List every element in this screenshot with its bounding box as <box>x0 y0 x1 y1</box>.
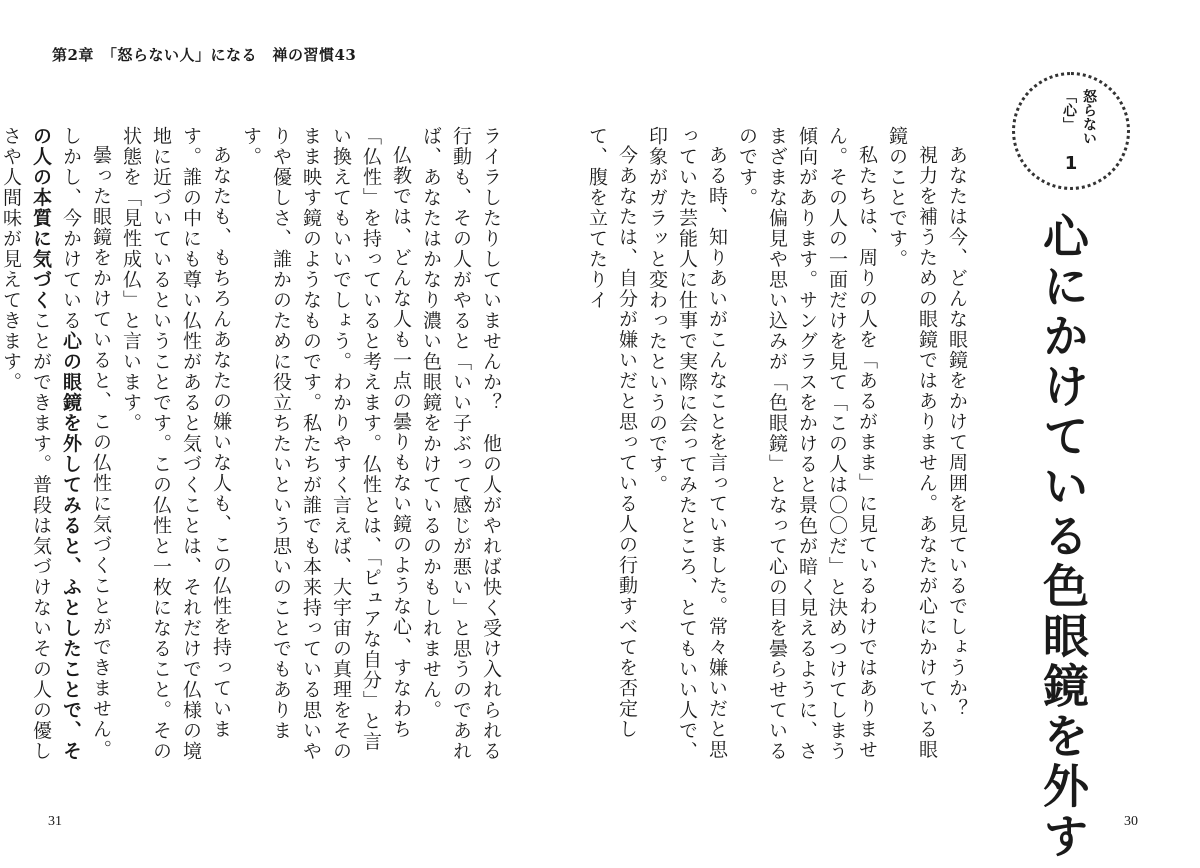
paragraph: あなたも、もちろんあなたの嫌いな人も、この仏性を持っています。誰の中にも尊い仏性があると気づくことは、それだけで仏様の境地に近づいているということです。この仏性と一枚になること。その状態を「見性成仏」と言います。 <box>120 126 232 762</box>
emphasis-text: 心の眼鏡を外してみると、ふとしたことで、その人の本質に気づく <box>30 126 82 762</box>
paragraph-text: ことができます。普段は気づけないその人の優しさや人間味が見えてきます。 <box>0 126 52 762</box>
paragraph: 仏教では、どんな人も一点の曇りもない鏡のような心、すなわち「仏性」を持っていると考えます。仏性とは、「ピュアな自分」と言い換えてもいいでしょう。わかりやすく言えば、大宇宙の真理をそのまま映す鏡のようなものです。私たちが誰でも本来持っている思いやりや優しさ、誰かのために役立ちたいという思いのことでもあります。 <box>240 126 412 762</box>
paragraph: あなたは今、どんな眼鏡をかけて周囲を見ているでしょうか？ <box>946 145 968 719</box>
badge-label <box>1051 89 1099 153</box>
page-number-left: 31 <box>48 814 62 829</box>
badge-number: 1 <box>1064 153 1078 174</box>
left-page-body <box>0 126 506 766</box>
paragraph: ライラしたりしていませんか？ 他の人がやれば快く受け入れられる行動も、その人がやると「いい子ぶって感じが悪い」と思うのであれば、あなたはかなり濃い色眼鏡をかけているのかもしれません。 <box>420 126 502 762</box>
paragraph: 私たちは、周りの人を「あるがまま」に見ているわけではありません。その人の一面だけを見て「この人は〇〇だ」と決めつけてしまう傾向があります。サングラスをかけると景色が暗く見えるように、さまざまな偏見や思い込みが「色眼鏡」となって心の目を曇らせているのです。 <box>736 126 878 762</box>
chapter-badge <box>1012 72 1130 190</box>
badge-label-line2: 「心」 <box>1061 89 1077 131</box>
badge-label-line1: 怒らない <box>1081 89 1097 145</box>
paragraph: 視力を補うための眼鏡ではありません。あなたが心にかけている眼鏡のことです。 <box>886 126 938 760</box>
paragraph-text: 曇った眼鏡をかけていると、この仏性に気づくことができません。しかし、今かけている <box>60 126 112 760</box>
section-title: 心にかけている色眼鏡を外す <box>1036 212 1090 862</box>
paragraph <box>0 126 116 766</box>
paragraph: 今あなたは、自分が嫌いだと思っている人の行動すべてを否定して、腹を立てたりイ <box>586 126 638 740</box>
running-head: 第2章 「怒らない人」になる 禅の習慣43 <box>52 46 357 64</box>
paragraph: ある時、知りあいがこんなことを言っていました。常々嫌いだと思っていた芸能人に仕事で実際に会ってみたところ、とてもいい人で、印象がガラッと変わったというのです。 <box>646 126 728 762</box>
page-number-right: 30 <box>1124 814 1138 829</box>
right-page-body <box>586 126 972 766</box>
